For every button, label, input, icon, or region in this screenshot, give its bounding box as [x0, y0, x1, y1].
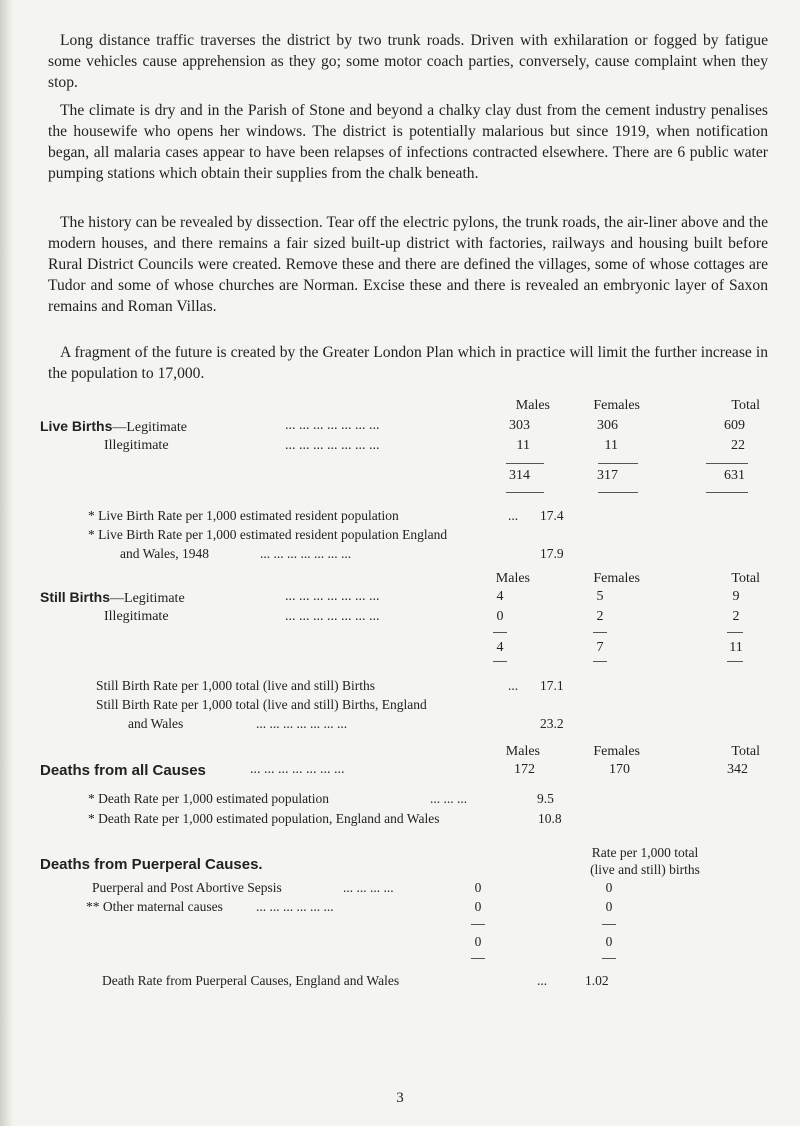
col-header-total: Total — [731, 744, 760, 759]
total-value: 631 — [724, 468, 745, 483]
leader-dots: ... — [508, 678, 519, 693]
section-heading-puerperal: Deaths from Puerperal Causes. — [40, 856, 263, 873]
sum-rule — [598, 492, 638, 493]
leader-dots: ... ... ... ... ... ... ... — [256, 716, 348, 731]
cell-value: 172 — [514, 762, 535, 777]
sum-rule — [706, 463, 748, 464]
sum-rule — [727, 661, 743, 662]
total-value: 314 — [509, 468, 530, 483]
cell-value: 5 — [596, 589, 604, 604]
cell-value: 22 — [731, 438, 745, 453]
death-rate-value: 9.5 — [537, 791, 554, 806]
paragraph-history: The history can be revealed by dissection. Tear off the electric pylons, the trunk roads, the air-liner above and the modern houses, and there remains a fair sized built-up district with factories, railways and housing built before Rural District Councils were created. Remove these and there are defined the villages, some of whose cottages are Tudor and some of whose churches are Norman. Excise these and there is revealed an embryonic layer of Saxon remains and Roman Villas. — [48, 214, 768, 315]
cell-value: 2 — [596, 609, 604, 624]
leader-dots: ... ... ... — [430, 791, 468, 806]
row-label: ** Other maternal causes — [86, 899, 223, 914]
death-rate-england-value: 10.8 — [538, 811, 562, 826]
live-birth-rate-england-text: * Live Birth Rate per 1,000 estimated resident population England — [88, 527, 448, 542]
leader-dots: ... ... ... ... ... ... ... — [285, 589, 380, 604]
table-row — [40, 418, 187, 436]
sum-rule — [471, 924, 485, 925]
total-value: 0 — [605, 934, 613, 949]
cell-value: 4 — [496, 589, 504, 604]
cell-value: 11 — [516, 438, 530, 453]
cell-value: 170 — [609, 762, 630, 777]
sum-rule — [602, 924, 616, 925]
cell-value: 9 — [732, 589, 740, 604]
sum-rule — [506, 463, 544, 464]
sum-rule — [602, 958, 616, 959]
cell-value: 0 — [474, 880, 482, 895]
col-header-females: Females — [593, 398, 640, 413]
total-value: 0 — [474, 934, 482, 949]
leader-dots: ... ... ... ... ... ... ... — [285, 609, 380, 624]
sum-rule — [706, 492, 748, 493]
cell-value: 306 — [597, 418, 618, 433]
cell-value: 0 — [474, 899, 482, 914]
col-header-males: Males — [495, 571, 530, 586]
cell-value: 609 — [724, 418, 745, 433]
still-birth-rate-value: 17.1 — [540, 678, 564, 693]
paragraph-traffic: Long distance traffic traverses the district by two trunk roads. Driven with exhilaration or fogged by fatigue some vehicles cause apprehension as they go; some motor coach parties, conversely, cause complaint when they stop. — [48, 32, 768, 91]
sum-rule — [493, 632, 507, 633]
section-heading-live-births: Live Births — [40, 418, 113, 434]
table-row — [40, 589, 185, 607]
col-header-females: Females — [593, 744, 640, 759]
still-birth-rate-england-value: 23.2 — [540, 716, 564, 731]
cell-value: 303 — [509, 418, 530, 433]
cell-value: 342 — [727, 762, 748, 777]
row-label: Puerperal and Post Abortive Sepsis — [92, 880, 282, 895]
section-heading-still-births: Still Births — [40, 589, 111, 605]
leader-dots: ... ... ... ... ... ... ... — [285, 418, 380, 433]
cell-value: 0 — [496, 609, 504, 624]
leader-dots: ... ... ... ... ... ... ... — [285, 438, 380, 453]
puerperal-rate-england-text: Death Rate from Puerperal Causes, England and Wales — [102, 973, 400, 988]
col-header-males: Males — [515, 398, 550, 413]
total-value: 11 — [729, 640, 743, 655]
row-label: Illegitimate — [104, 609, 169, 624]
leader-dots: ... ... ... ... — [343, 880, 394, 895]
row-label: —Legitimate — [112, 420, 188, 435]
still-birth-rate-england-text-cont: and Wales — [128, 716, 184, 731]
death-rate-text: * Death Rate per 1,000 estimated population — [88, 791, 330, 806]
live-birth-rate-value: 17.4 — [540, 508, 564, 523]
sum-rule — [727, 632, 743, 633]
cell-value: 2 — [732, 609, 740, 624]
total-value: 317 — [597, 468, 618, 483]
cell-value: 11 — [604, 438, 618, 453]
cell-value: 0 — [605, 880, 613, 895]
page-number: 3 — [396, 1090, 404, 1106]
leader-dots: ... ... ... ... ... ... ... — [250, 762, 345, 777]
leader-dots: ... ... ... ... ... ... — [256, 899, 334, 914]
section-heading-deaths: Deaths from all Causes — [40, 762, 206, 779]
page-binding-shadow — [0, 0, 14, 1126]
live-birth-rate-text: * Live Birth Rate per 1,000 estimated resident population — [88, 508, 399, 523]
death-rate-england-text: * Death Rate per 1,000 estimated population, England and Wales — [88, 811, 440, 826]
row-label: Illegitimate — [104, 438, 169, 453]
col-header-females: Females — [593, 571, 640, 586]
sum-rule — [598, 463, 638, 464]
paragraph-future: A fragment of the future is created by the Greater London Plan which in practice will limit the further increase in the population to 17,000. — [48, 344, 768, 382]
sum-rule — [493, 661, 507, 662]
rate-col-header: (live and still) births — [590, 862, 700, 877]
rate-col-header: Rate per 1,000 total — [591, 845, 699, 860]
total-value: 4 — [496, 640, 504, 655]
paragraph-climate: The climate is dry and in the Parish of Stone and beyond a chalky clay dust from the cement industry penalises the housewife who opens her windows. The district is potentially malarious but since 1919, when notification began, all malaria cases appear to have been relapses of infections contracted elsewhere. There are 6 public water pumping stations which obtain their supplies from the chalk beneath. — [48, 102, 768, 182]
puerperal-rate-england-value: 1.02 — [585, 973, 609, 988]
col-header-males: Males — [505, 744, 540, 759]
row-label: —Legitimate — [110, 591, 185, 606]
sum-rule — [506, 492, 544, 493]
still-birth-rate-england-text: Still Birth Rate per 1,000 total (live and still) Births, England — [96, 697, 427, 712]
total-value: 7 — [596, 640, 604, 655]
col-header-total: Total — [731, 571, 760, 586]
sum-rule — [593, 632, 607, 633]
live-birth-rate-england-value: 17.9 — [540, 546, 564, 561]
cell-value: 0 — [605, 899, 613, 914]
still-birth-rate-text: Still Birth Rate per 1,000 total (live and still) Births — [96, 678, 375, 693]
leader-dots: ... ... ... ... ... ... ... — [260, 546, 352, 561]
leader-dots: ... — [537, 973, 548, 988]
col-header-total: Total — [731, 398, 760, 413]
sum-rule — [593, 661, 607, 662]
leader-dots: ... — [508, 508, 519, 523]
sum-rule — [471, 958, 485, 959]
live-birth-rate-england-text-cont: and Wales, 1948 — [120, 546, 210, 561]
